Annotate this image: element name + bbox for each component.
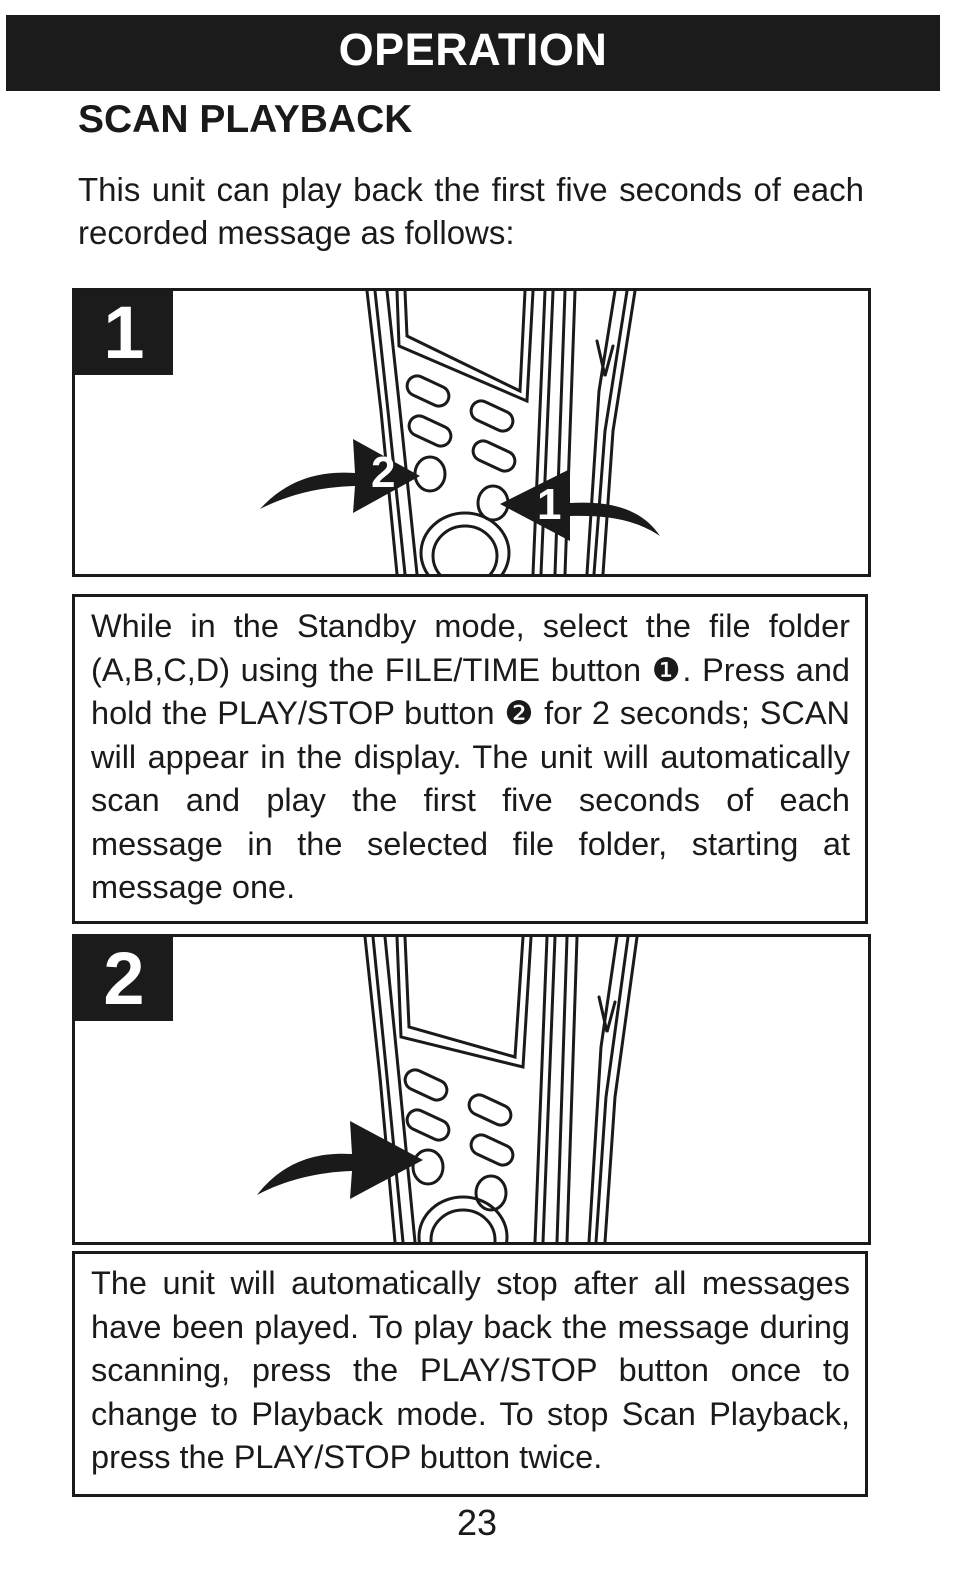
section-header: OPERATION xyxy=(6,15,940,91)
step-2-illustration xyxy=(72,934,871,1245)
step-1-illustration xyxy=(72,288,871,577)
step-number-badge: 1 xyxy=(75,291,173,375)
step-number-badge: 2 xyxy=(75,937,173,1021)
step-2-description: The unit will automatically stop after all messages have been played. To play back the message during scanning, press the PLAY/STOP button once to change to Playback mode. To stop Scan Playback, press the PLAY/STOP button twice. xyxy=(72,1251,868,1497)
recorder-drawing xyxy=(75,291,868,574)
callout-1-label: 1 xyxy=(537,480,562,529)
recorder-drawing xyxy=(75,937,868,1242)
callout-2-label: 2 xyxy=(371,448,396,497)
step-1-description: While in the Standby mode, select the file folder (A,B,C,D) using the FILE/TIME button ❶. Press and hold the PLAY/STOP button ❷ for 2 seconds; SCAN will appear in the display. The unit will automatically scan and play the first five seconds of each message in the selected file folder, starting at message one. xyxy=(72,594,868,924)
arrow-1-icon xyxy=(500,469,660,541)
page-number: 23 xyxy=(456,1502,498,1543)
intro-paragraph: This unit can play back the first five seconds of each recorded message as follows: xyxy=(78,171,864,251)
page-title: SCAN PLAYBACK xyxy=(78,98,413,141)
